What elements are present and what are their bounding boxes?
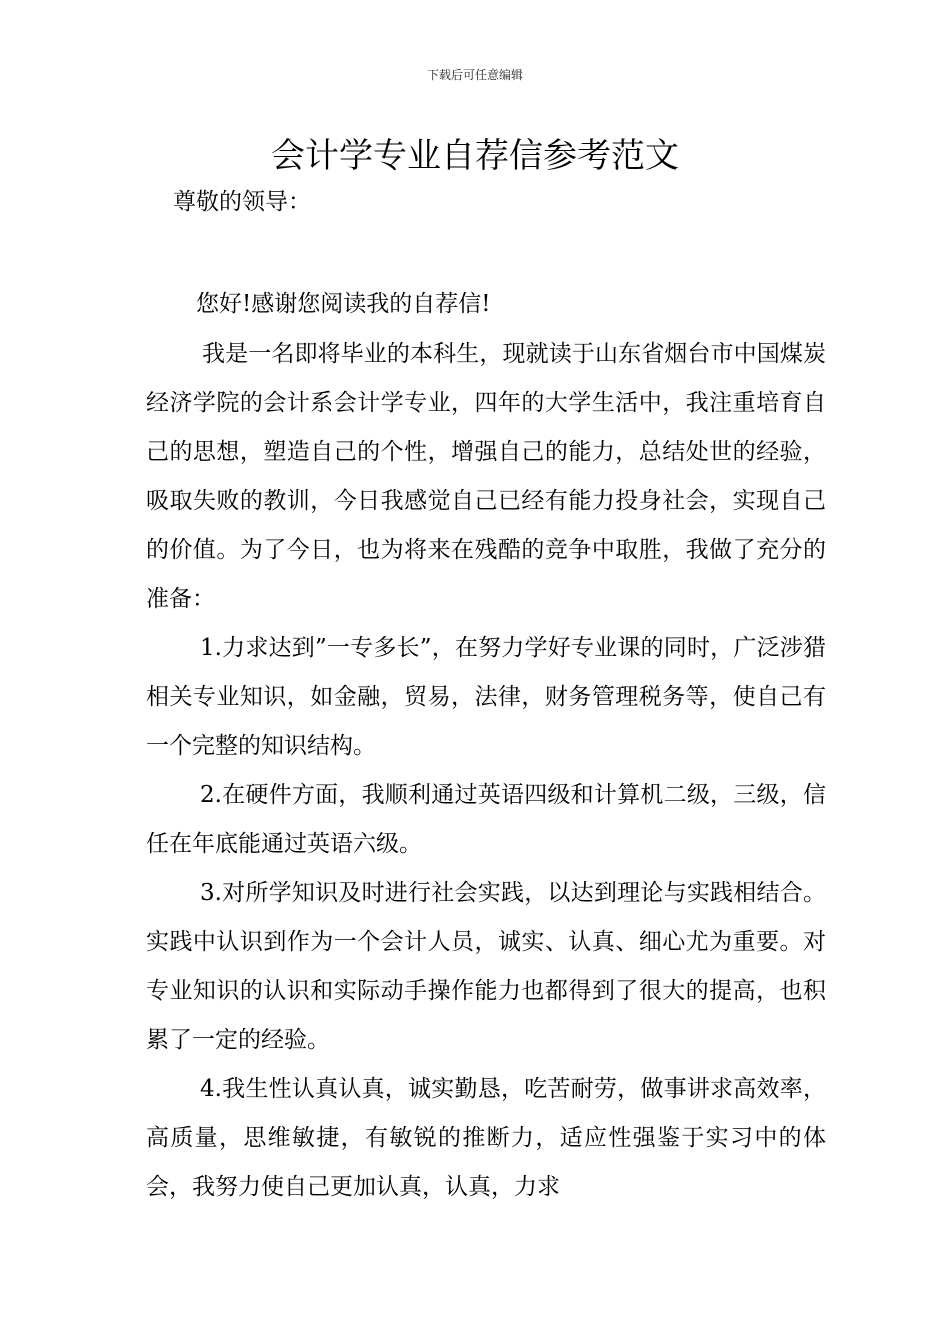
paragraph-intro: 我是一名即将毕业的本科生，现就读于山东省烟台市中国煤炭经济学院的会计系会计学专业，四年的大学生活中，我注重培育自己的思想，塑造自己的个性，增强自己的能力，总结处世的经验，吸取失败的教训，今日我感觉自己已经有能力投身社会，实现自己的价值。为了今日，也为将来在残酷的竞争中取胜，我做了充分的准备： bbox=[146, 341, 826, 612]
letter-body bbox=[146, 330, 826, 1212]
download-note: 下载后可任意编辑 bbox=[426, 68, 523, 82]
paragraph-item-3: 3.对所学知识及时进行社会实践，以达到理论与实践相结合。实践中认识到作为一个会计人员，诚实、认真、细心尤为重要。对专业知识的认识和实际动手操作能力也都得到了很大的提高，也积累了一定的经验。 bbox=[146, 880, 826, 1053]
paragraph-item-4: 4.我生性认真认真，诚实勤恳，吃苦耐劳，做事讲求高效率，高质量，思维敏捷，有敏锐的推断力，适应性强鉴于实习中的体会，我努力使自己更加认真，认真，力求 bbox=[146, 1076, 826, 1200]
salutation: 尊敬的领导： bbox=[173, 189, 311, 215]
paragraph-item-2: 2.在硬件方面，我顺利通过英语四级和计算机二级，三级，信任在年底能通过英语六级。 bbox=[146, 782, 826, 857]
paragraph-item-1: 1.力求达到”一专多长”，在努力学好专业课的同时，广泛涉猎相关专业知识，如金融，贸易，法律，财务管理税务等，使自己有一个完整的知识结构。 bbox=[146, 635, 826, 759]
document-title: 会计学专业自荐信参考范文 bbox=[271, 136, 679, 176]
greeting: 您好!感谢您阅读我的自荐信! bbox=[196, 291, 491, 317]
